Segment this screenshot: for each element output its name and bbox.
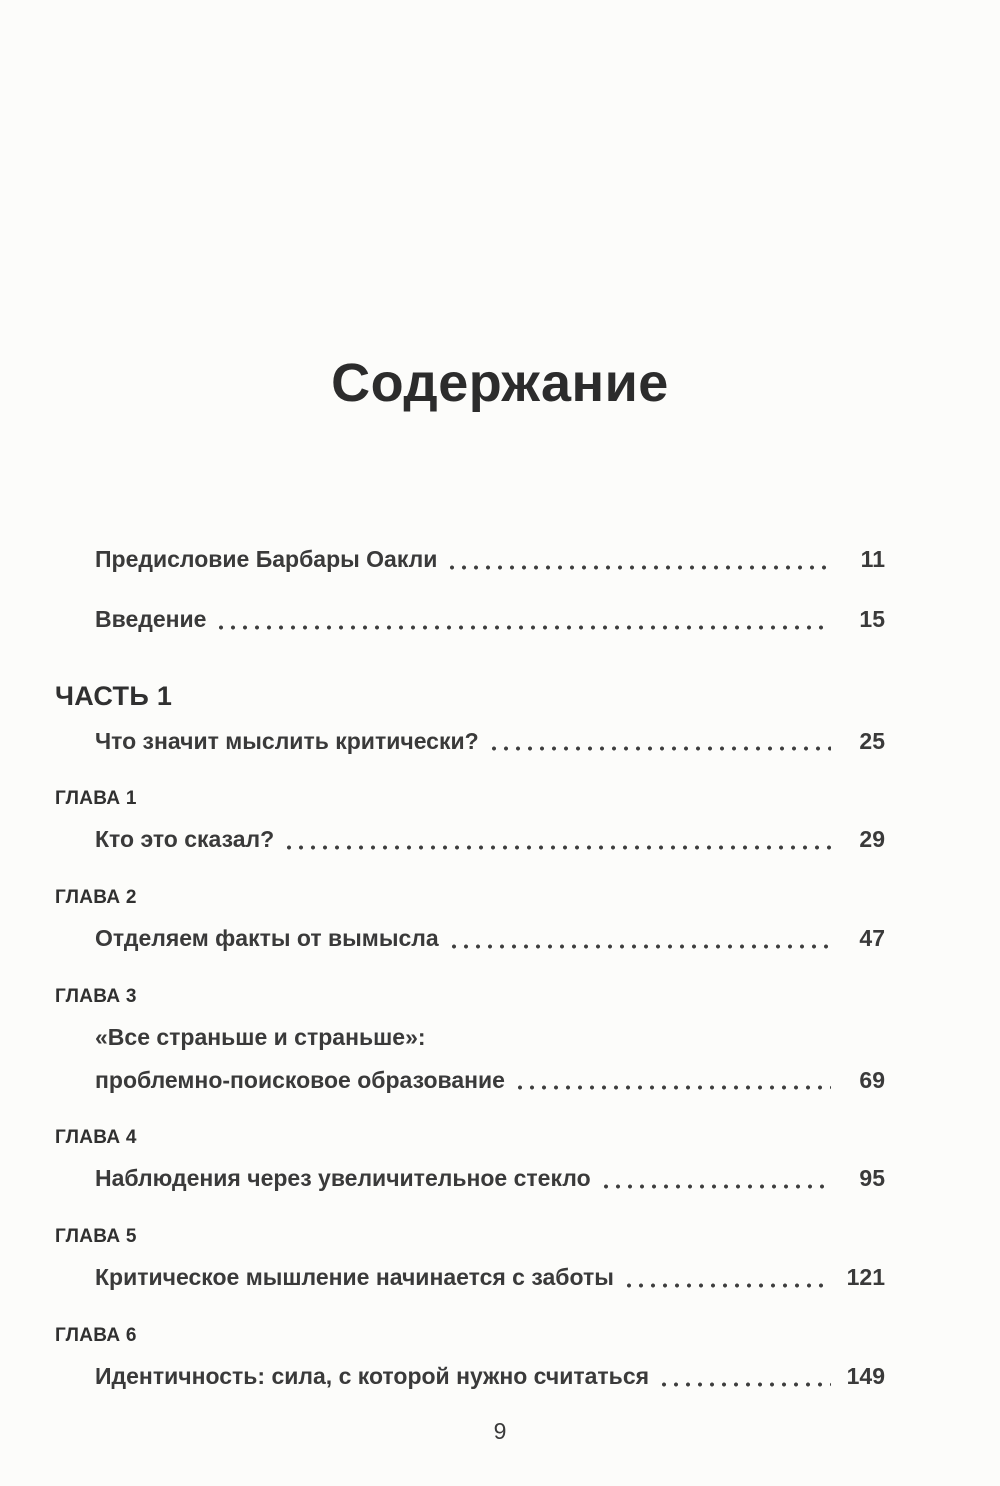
toc-entry-row <box>95 1263 885 1292</box>
toc-entry-page: 11 <box>860 546 885 572</box>
toc-entry-title-line1: «Все страньше и страньше»: <box>95 1023 426 1050</box>
page-title: Содержание <box>331 353 669 413</box>
toc-entry-page: 95 <box>859 1165 885 1192</box>
toc-entry-page: 69 <box>859 1066 885 1093</box>
toc-entry-title: Предисловие Барбары Оакли <box>95 546 438 572</box>
toc-entry-page: 15 <box>859 605 885 632</box>
toc-entry-title: Отделяем факты от вымысла <box>95 925 439 951</box>
toc-entry <box>55 1226 885 1292</box>
toc-entry-row <box>95 727 885 756</box>
dot-leader <box>600 1184 831 1189</box>
dot-leader <box>448 944 831 949</box>
dot-leader <box>446 565 831 570</box>
toc-entry-row <box>95 825 885 854</box>
toc-entry-page: 47 <box>859 925 885 951</box>
chapter-heading: ГЛАВА 1 <box>55 788 137 810</box>
toc-entry-page: 25 <box>859 727 885 754</box>
toc-entry <box>55 1127 885 1193</box>
toc-entry <box>55 986 885 1095</box>
toc-entry-row <box>95 1362 885 1391</box>
toc-entry <box>55 887 885 953</box>
dot-leader <box>514 1085 831 1090</box>
dot-leader <box>658 1382 831 1387</box>
toc-entry <box>55 681 885 756</box>
toc-entry-row <box>95 1164 885 1193</box>
chapter-heading: ГЛАВА 4 <box>55 1127 137 1149</box>
toc-entry-row <box>95 605 885 634</box>
chapter-heading: ГЛАВА 6 <box>55 1324 137 1346</box>
chapter-heading: ГЛАВА 5 <box>55 1226 137 1247</box>
toc-entry-page: 29 <box>859 826 885 853</box>
toc-entry-title: Идентичность: сила, с которой нужно считаться <box>95 1362 650 1389</box>
toc-entry-row <box>95 545 885 574</box>
toc-entry-title: Что значит мыслить критически? <box>95 727 479 754</box>
page-number: 9 <box>493 1418 507 1444</box>
toc-entry-page: 121 <box>846 1264 885 1290</box>
dot-leader <box>283 845 831 850</box>
toc-entry-title: Кто это сказал? <box>95 826 275 853</box>
toc-entry-row <box>95 1023 885 1052</box>
toc-entry <box>55 788 885 854</box>
toc-list <box>55 545 885 1424</box>
chapter-heading: ГЛАВА 3 <box>55 985 137 1007</box>
toc-entry-title: Введение <box>95 605 207 632</box>
dot-leader <box>488 746 831 751</box>
part-heading: ЧАСТЬ 1 <box>55 680 173 711</box>
dot-leader <box>623 1283 831 1288</box>
chapter-heading: ГЛАВА 2 <box>55 887 137 908</box>
toc-entry-title-line2: проблемно-поисковое образование <box>95 1066 505 1093</box>
toc-entry-title: Наблюдения через увеличительное стекло <box>95 1165 591 1192</box>
toc-entry <box>55 545 885 574</box>
dot-leader <box>215 625 831 630</box>
toc-entry <box>55 605 885 634</box>
toc-entry-title: Критическое мышление начинается с заботы <box>95 1264 614 1290</box>
toc-entry <box>55 1325 885 1391</box>
toc-entry-page: 149 <box>846 1362 885 1389</box>
toc-entry-row <box>95 924 885 953</box>
toc-entry-row <box>95 1066 885 1095</box>
